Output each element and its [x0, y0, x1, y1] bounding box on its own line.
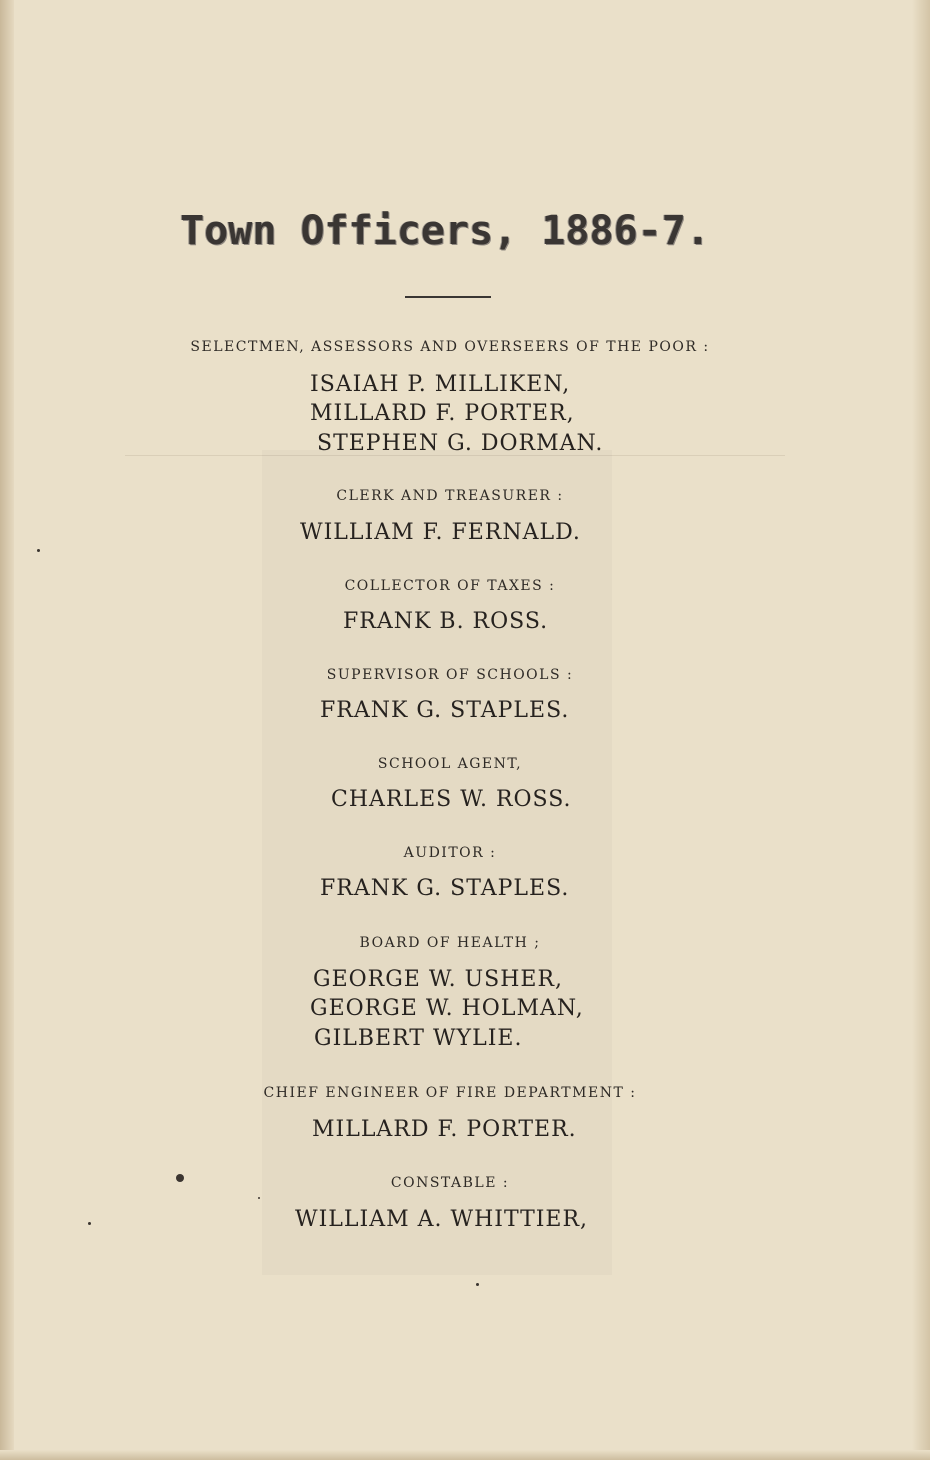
officer-name: FRANK G. STAPLES. — [320, 698, 570, 723]
page-edge-shadow — [912, 0, 930, 1460]
role-heading-collector: COLLECTOR OF TAXES : — [344, 578, 556, 594]
role-heading-constable: CONSTABLE : — [390, 1175, 510, 1191]
role-heading-board-of-health: BOARD OF HEALTH ; — [359, 935, 541, 951]
officer-name: CHARLES W. ROSS. — [331, 787, 572, 812]
officer-name: MILLARD F. PORTER, — [310, 401, 575, 426]
role-heading-supervisor: SUPERVISOR OF SCHOOLS : — [326, 667, 574, 683]
ink-speck — [176, 1174, 184, 1182]
officer-name: GEORGE W. USHER, — [313, 967, 564, 992]
officer-name: WILLIAM A. WHITTIER, — [295, 1207, 589, 1232]
ink-speck — [258, 1197, 260, 1199]
officer-name: FRANK G. STAPLES. — [320, 876, 570, 901]
page-bottom-shadow — [0, 1450, 930, 1460]
page-title: Town Officers, 1886-7. — [180, 208, 710, 254]
officer-name: WILLIAM F. FERNALD. — [300, 520, 581, 545]
officer-name: STEPHEN G. DORMAN. — [317, 431, 604, 456]
role-heading-chief-engineer: CHIEF ENGINEER OF FIRE DEPARTMENT : — [263, 1085, 637, 1101]
officer-name: MILLARD F. PORTER. — [312, 1117, 577, 1142]
role-heading-clerk: CLERK AND TREASURER : — [336, 488, 564, 504]
officer-name: GEORGE W. HOLMAN, — [310, 996, 584, 1021]
bleed-through-shadow — [262, 450, 612, 1275]
title-divider — [405, 296, 491, 298]
ink-speck — [37, 549, 40, 552]
officer-name: GILBERT WYLIE. — [314, 1026, 523, 1051]
role-heading-school-agent: SCHOOL AGENT, — [377, 756, 523, 772]
officer-name: ISAIAH P. MILLIKEN, — [310, 372, 571, 397]
role-heading-selectmen: SELECTMEN, ASSESSORS AND OVERSEERS OF THE POOR : — [190, 339, 710, 355]
ink-speck — [476, 1283, 479, 1286]
ink-speck — [88, 1222, 91, 1225]
role-heading-auditor: AUDITOR : — [403, 845, 497, 861]
officer-name: FRANK B. ROSS. — [343, 609, 549, 634]
